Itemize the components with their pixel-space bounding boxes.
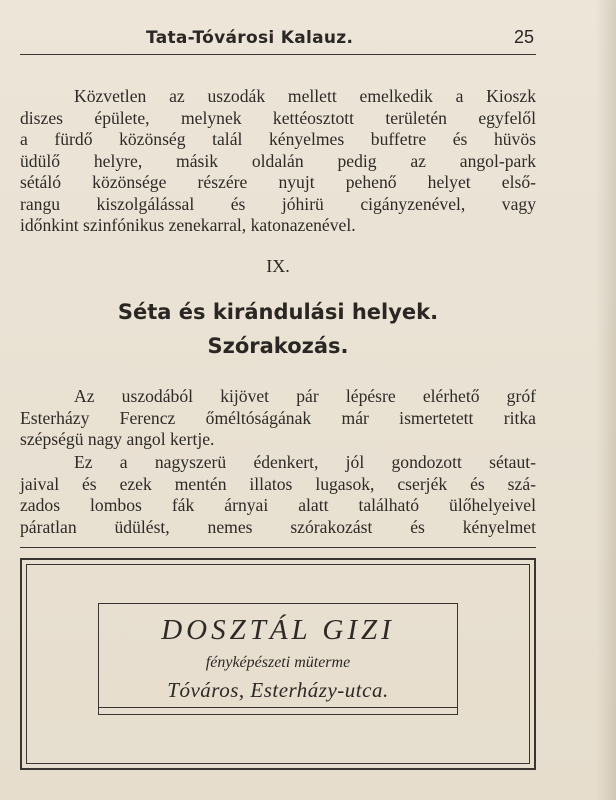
- text-line: zados lombos fák árnyai alatt található ülőhelyeivel: [20, 495, 536, 515]
- text-line: Közvetlen az uszodák mellett emelkedik a Kioszk: [74, 86, 536, 106]
- paragraph-garden: [20, 452, 536, 538]
- text-line: Ez a nagyszerü édenkert, jól gondozott sétaut-: [74, 452, 536, 472]
- advertiser-subtitle: fényképészeti müterme: [205, 654, 351, 671]
- text-line: Esterházy Ferencz őméltóságának már ismertetett ritka: [20, 407, 536, 428]
- section-title: Séta és kirándulási helyek.: [117, 300, 439, 324]
- page-edge-shadow: [596, 0, 616, 800]
- advertiser-name: DOSZTÁL GIZI: [161, 614, 395, 646]
- advertisement-rule: [20, 547, 536, 548]
- intro-paragraph: [20, 86, 536, 237]
- text-line: időnkint szinfónikus zenekarral, katonazenével.: [20, 215, 356, 235]
- paragraph-park: [20, 386, 536, 451]
- text-line: üdülő helyre, másik oldalán pedig az angol-park: [20, 150, 536, 171]
- chapter-number: IX.: [266, 256, 290, 276]
- card-bottom-rule: [99, 707, 457, 708]
- text-line: sétáló közönsége részére nyujt pehenő helyet első-: [20, 172, 536, 192]
- text-line: a fürdő közönség talál kényelmes buffetre és hüvös: [20, 129, 536, 149]
- running-header: [20, 26, 540, 52]
- page-number: 25: [513, 27, 534, 47]
- text-line: Az uszodából kijövet pár lépésre elérhető gróf: [74, 386, 536, 406]
- text-line: rangu kiszolgálással és jóhirü cigányzenével, vagy: [20, 193, 536, 214]
- text-line: páratlan üdülést, nemes szórakozást és kényelmet: [20, 516, 536, 537]
- header-rule: [20, 54, 536, 55]
- section-subtitle: Szórakozás.: [207, 334, 349, 358]
- running-title: Tata-Tóvárosi Kalauz.: [146, 28, 354, 48]
- advertiser-address: Tóváros, Esterházy-utca.: [167, 678, 389, 702]
- text-line: diszes épülete, melynek kettéosztott területén egyfelől: [20, 107, 536, 128]
- text-line: jaival és ezek mentén illatos lugasok, cserjék és szá-: [20, 473, 536, 494]
- advertisement-card: [98, 603, 458, 715]
- text-line: szépségü nagy angol kertje.: [20, 429, 215, 449]
